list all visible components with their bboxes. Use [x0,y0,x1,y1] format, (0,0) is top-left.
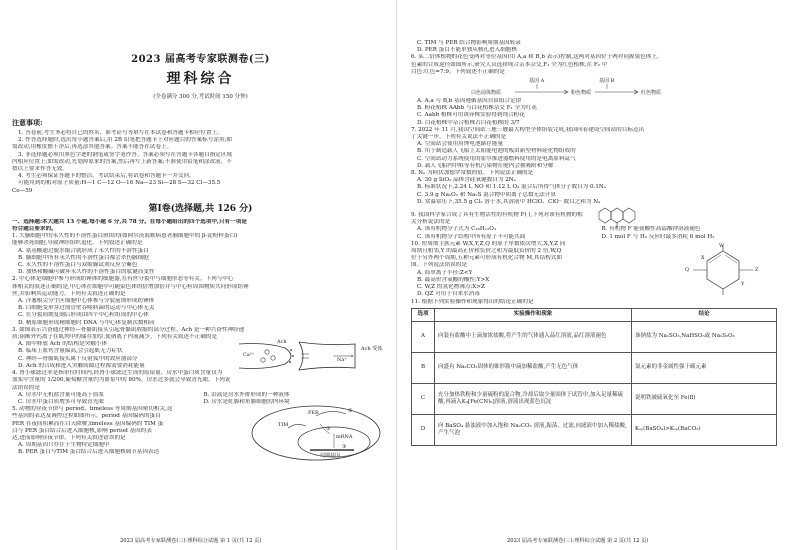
option-line: D. QZ 可用于自来水消毒 [417,291,480,298]
table-row [412,414,777,445]
option-line: D. PER 蛋白不能单独从核孔进入细胞核 [417,47,517,54]
option-line: B. 脑细胞中所有永久性的不溶性蛋白都会杀伤脑细胞 [18,254,149,261]
option-line: C. 神经—骨骼肌接头属于反射弧中的效应器部分 [18,355,138,362]
option-line: B. 用于制造载人飞船上太阳能电池的板由新型材料硅化物组成的 [417,148,576,155]
compound-m-figure [673,243,773,299]
option-line: A. 30 g SiO₂ 晶体含硅氧键数目为 2Nₐ [417,177,516,184]
question-9 [411,212,786,241]
page-footer: 2023 届高考专家联测卷(三)·理科综合试题 第 2 页(共 12 页) [507,538,649,544]
question-5 [12,406,389,460]
notice-line: Co—59 [12,187,33,194]
option-line: C. 3.9 g Na₂O₂ 和 Na₂S 混合物中阴离子总数无法计算 [417,191,556,198]
question-line: 质;阻断外钙离子在肌肉中的储存加厚,使钠离子内流减少。下列有关叙述不正确的是 [12,334,218,341]
option-cell: D [412,414,435,445]
question-line: 图。下列说法错误的是 [411,262,467,269]
question-11-title: 11. 根据下列实验操作和现象得出的结论正确的是 [411,298,534,305]
option-line: B. 临床上血钙含量偏高,会引起肌无力症状 [18,348,123,355]
table-header: 结论 [632,308,777,321]
gene-label: 周期基因 [320,453,341,460]
option-row [12,392,389,399]
experiment-cell: 充分加热铁粉和少量硫粉的混合物,冷却后取少量固体于试管中,加入足量稀硫酸,再滴入K₃[Fe(CN)₆]溶液,溶液出现蓝色沉淀 [435,383,632,414]
question-line: 体相关的叙述正确的是,中心体在细胞中可随染色体的倍增加倍并与中心粒周围物质共同形成纺锤 [12,283,249,290]
conclusion-cell: 说明铁被硫氧化至 Fe(Ⅱ) [632,383,777,414]
gene-b-label: 基因 B [599,78,615,85]
question-line: 白色:红色=7:9。下列叙述不正确的是 [411,68,505,75]
question-line: 10. 短周期主族元素 W,X,Y,Z,Q 的原子序数依次增大,X,Y,Z 同 [411,240,566,247]
atom-y-label: Y [741,280,745,287]
notice-line: 3. 非选择题必须用黑色字迹的钢笔或签字笔作答。答案必须写在答题卡各题目指定区域 [18,151,233,158]
per-label: PER [308,410,319,417]
table-header: 选项 [412,308,435,321]
experiment-cell: 向装有盐酸中上滴加浓盐酸,将产生的气体通入品红溶液,品红溶液褪色 [435,321,632,352]
experiment-table [411,308,777,446]
molecule-f-structure [593,206,639,228]
question-line: 7. 2022 年 11 月,我国空间站三舱三艘最大构型全体组装完成,我国向着建设空间站的目标迈出 [411,126,645,133]
option-line: A. A,a 与 B,b 基因遵循基因自由组合定律 [417,98,522,105]
option-row [411,234,786,241]
option-line: B. 有机物 F 能使酸性高锰酸钾溶液褪色 [601,226,701,233]
question-6 [411,54,786,126]
atom-x-label: X [701,254,705,261]
option-line: D. 房水是虹膜和角膜细胞的内环境 [203,398,290,405]
section-intro: 符合题目要求的。 [12,226,57,233]
option-line: D. 1 mol F 与 H₂ 反应时最多消耗 6 mol H₂ [601,233,715,240]
question-line: 达,进而影响昼夜节律。下列有关叙述错误的是 [12,434,126,441]
option-line: A. 洋葱根尖分生区细胞中心体参与分裂前期形成纺锤体 [18,298,155,305]
notice-line: 需改动,用橡皮擦干净后,再选涂其他答案。答案不能答在试卷上。 [12,144,173,151]
option-line: C. 房水中蛋白质增多可导致青光眼 [18,398,104,405]
ach-receptor-label: Ach 受体 [361,345,383,352]
step-3-label: ③ [342,444,347,451]
conclusion-cell: Kₛₚ(BaSO₄)>Kₛₚ(BaCO₃) [632,414,777,445]
option-line: C. Aabb 植株可用该异株实验得到纯合粉花 [417,112,525,119]
option-line: C. 空间站动力系统使用的霍尔推进器燃料使用的是电离原料氙气 [417,155,576,162]
question-line: 6. 某二倍体植物的花色受两对等位基因(用 A,a 和 B,b 表示)控制,这两对基因位于两对同源染色体上, [411,54,659,61]
question-line: 血浆中含量的 1/200,葡萄糖含量约为血浆中的 80%。房水过多就会导致青光眼。下列说 [12,377,231,384]
question-7 [411,127,786,170]
question-line: 白与 PER 蛋白结合后进入细胞核,影响 period 基因的表 [12,427,152,434]
notice-line: 可能用到的相对原子质量:H—1 C—12 O—16 Na—23 Si—28 S—32 Cl—35.5 [18,180,221,187]
question-line: 能够杀死细胞,导致神经组织退化。下列叙述正确的是 [12,240,143,247]
notice-line: 内相应位置上;如需改动,先划掉原来的答案,然后再写上新答案;不准使用铅笔和涂改液。不 [12,158,232,165]
option-line: B. PER 蛋白与TIM 蛋白结合后进入细胞核调节基因表达 [18,449,160,456]
question-line: 4. 肾小球滤过率是指单位时间内,经肾小球滤过生成的原尿量。房水中蛋白质含量仅为 [12,370,223,377]
option-cell: A [412,321,435,352]
question-line: 2. 中心体是细胞中参与形成纺锤体的细胞器,在有丝分裂中与细胞形态等有关。下列与中心 [12,276,234,283]
notice-line: 2. 作答选择题时,选出每小题答案后,用 2B 铅笔把答题卡上对应题目的答案标号涂黑;如 [18,137,232,144]
question-line: 了关键一步。下列有关说法不正确的是 [411,134,507,141]
experiment-cell: 向 BaSO₄ 悬浊液中加入饱和 Na₂CO₃ 溶液,振荡、过滤,向滤液中加入稀盐酸,产生气泡 [435,414,632,445]
atom-w-label: W [719,242,725,249]
option-line: C. TIM 与 PER 结合物影响周期基因转录 [417,40,521,46]
notice-title: 注意事项: [12,118,43,127]
table-row [412,383,777,414]
option-line: A. 空间站会使用用锂电池储存能量 [417,141,503,148]
section-title: 第Ⅰ卷(选择题,共 126 分) [148,203,253,214]
option-line: C. 该有机物分子结构中所有原子不可能共面 [417,233,526,240]
option-line: D. 常温常压下,35.5 g Cl₂ 溶于水,其溶液中 HClO、ClO⁻ 数目之和为 Nₐ [417,198,601,205]
experiment-cell: 向盛有 Na₂CO₃固体的锥形瓶中滴加稀盐酸,产生无色气体 [435,352,632,383]
pink-substance-label: 粉色物质 [571,90,592,97]
right-page [397,0,794,550]
question-1 [12,233,389,276]
exam-subtitle: (全卷满分 300 分,考试时间 150 分钟) [153,94,248,100]
step-2-label: ② [326,426,331,433]
conclusion-cell: 氯元素的非金属性强于碳元素 [632,352,777,383]
table-header-row [412,308,777,321]
ach-label: Ach [277,338,287,345]
notice-line: 按以上要求作答无效。 [12,166,68,173]
pathway-arrows [471,76,671,98]
option-line: A. 周期基因只存在于生物特定细胞中 [18,442,110,449]
option-line: A. 图中释放 Ach 的结构是突触小体 [18,341,108,348]
exam-title: 2023 届高考专家联测卷(三) [131,54,270,65]
question-line: PER 在夜间积累而在白天降解,timeless 基因编码的 TIM 蛋 [12,420,164,427]
option-line: D. 精原细胞形成精细胞时 DNA 与中心体复制次数相同 [18,319,155,326]
question-10 [411,241,786,299]
option-line: A. 房水中无机盐含量可能高于血浆 [18,391,104,398]
step-1-label: ① [348,408,353,415]
table-row [412,321,777,352]
red-substance-label: 红色物质 [641,90,662,97]
option-line: B. 最高价含氧酸的酸性:Y>X [417,276,490,283]
option-line: C. 在分裂间期复制后形成由四个中心粒组成的中心体 [18,312,149,319]
option-line: A. 该有机物分子式为 C₁₆H₁₂O₃ [417,226,497,233]
white-precursor-label: 白色前体物质 [471,90,502,97]
question-line: 色素的合成途径如图所示,研究人员选择纯合亲本杂交,F₁ 全为红色植株,在 F₂ 中 [411,61,608,68]
option-line: A. 简单离子半径:Z<Y [417,269,473,276]
ca-label: Ca²⁺ [243,351,255,358]
notice-line: 4. 考生必须保证答题卡的整洁。考试结束后,将试卷和答题卡一并交回。 [18,173,195,180]
synapse-figure [237,340,385,372]
notice-list [12,130,389,195]
option-line: C. W,Z 的氢化物沸点:X>Z [417,284,485,291]
table-header: 实验操作和现象 [435,308,632,321]
question-3 [12,327,389,370]
subject-title: 理科综合 [166,71,235,87]
option-line: B. 标准状况下,2.24 L NO 和 1.12 L O₂ 混合后所得气体分子数目为 0.1Nₐ [417,184,606,191]
question-line: 8. Nₐ 为阿伏加德罗常数的值。下列说法正确的是 [411,170,534,177]
question-line: 周期且相邻,Y 的最高正价和负价之和为最低负价的 2 倍,W,Q [411,248,562,255]
question-8 [411,170,786,206]
question-line: 5. 动物的昼夜节律与 period、timeless 等周期基因密切相关,这 [12,406,173,413]
question-line: 些基因的表达及调控过程如图所示。period 基因编码的蛋白 [12,413,161,420]
option-line: B. 白细胞变形穿过血管壁吞噬病菌的运动与中心体无关 [18,305,155,312]
option-cell: C [412,383,435,414]
mrna-label: mRNA [336,434,353,441]
option-line: B. 泪液是房水外排形成的一种液体 [203,391,290,398]
conclusion-cell: 该钠盐为 Na₂SO₃,NaHSO₃或 Na₂S₂O₃ [632,321,777,352]
section-intro: 一、选择题:本大题共 13 小题,每小题 6 分,共 78 分。在每小题给出的四个选项中,只有一项是 [12,218,247,225]
pigment-pathway-figure [471,76,786,98]
circadian-figure [250,404,382,462]
option-line: B. 粉花植株 AAbb 与白花植株杂交 F₁ 全为红花 [417,105,538,112]
option-line: C. 永久性的不溶性蛋白与双缩脲试剂反应呈紫色 [18,262,138,269]
option-line: D. 加热和酸碱可破坏永久性的不溶性蛋白的肽键而变性 [18,269,155,276]
atom-z-label: Z [755,266,759,273]
option-line: D. 白花植株中杂合植株占白花植株的 3/7 [417,119,520,126]
option-line: A. 氨基酸通过脱水缩合就形成了永久性的不溶性蛋白 [18,247,149,254]
question-line: 1. 大脑细胞中的永久性的不溶性蛋白斑块的(如阿尔茨海默病患者脑细胞中的 β-淀粉样蛋白) [12,233,238,240]
notice-line: 1. 答卷前,考生务必将自己的姓名、准考证号等填写在本试卷和答题卡相应位置上。 [18,130,223,136]
question-4 [12,370,389,406]
question-line: 法错误的是 [12,384,40,391]
question-line: 位于另外两个周期,五种元素可形成有机化合物 M,其结构式如 [411,255,562,262]
question-2 [12,276,389,326]
gene-a-label: 基因 A [529,78,545,85]
option-cell: B [412,352,435,383]
page-footer: 2023 届高考专家联测卷(三)·理科综合试题 第 1 页(共 12 页) [120,538,262,544]
question-line: 3. 如图表示兴奋通过神经—骨骼肌接头引起骨骼肌收缩的部分过程。Ach 是一种兴奋性神经递 [12,326,245,333]
tim-label: TIM [278,422,289,429]
table-row [412,352,777,383]
question-line: 9. 我国科学家合成了具有生物活性的有机物 F( ),下列对该有机物的相 [411,212,583,219]
na-label: Na⁺ [337,356,347,363]
atom-q-label: Q [685,266,690,273]
question-line: 丝,并影响其运动能力。下列有关叙述正确的是 [12,290,126,297]
option-line: D. Ach 的合成和进入突触间隙过程都需要消耗能量 [18,362,145,369]
option-line: D. 载人飞船内甲醛等有机污染物在舱内会被吸附和分解 [417,162,554,169]
question-line: 关分析说法的是 [411,219,451,226]
